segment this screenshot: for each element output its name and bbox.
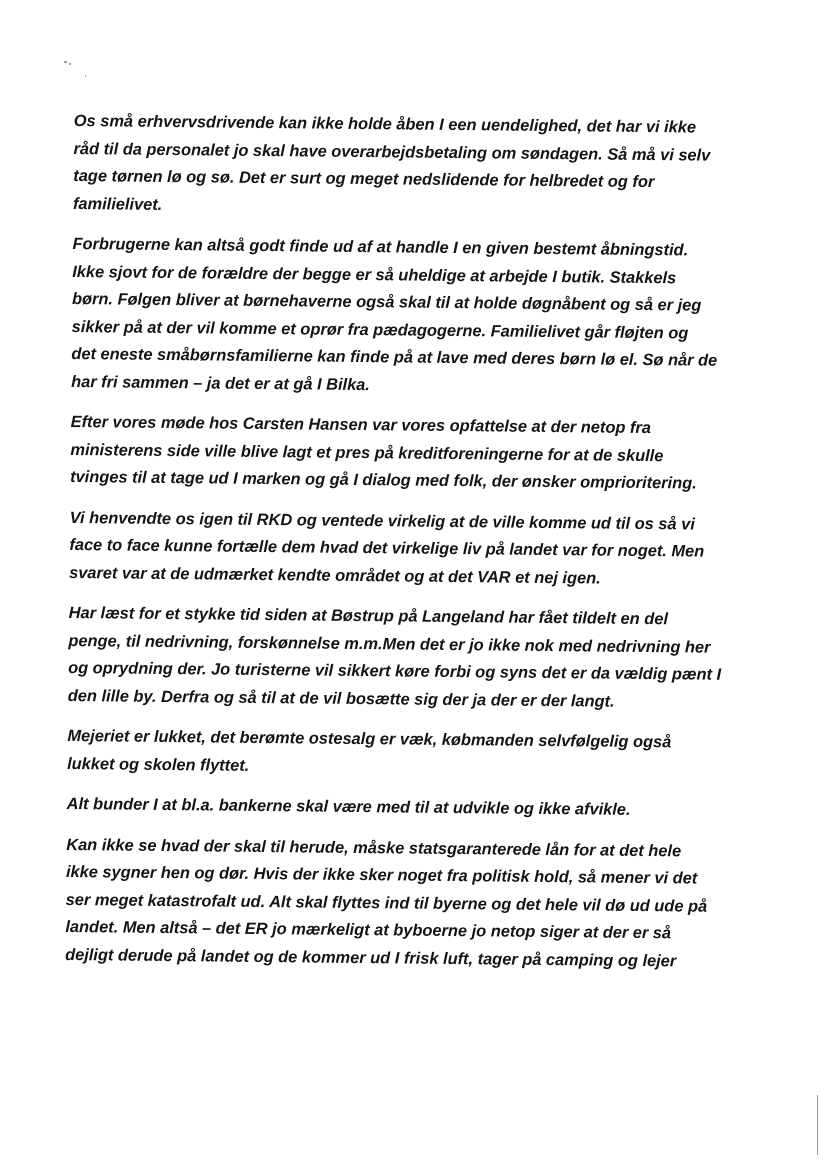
paragraph (68, 600, 759, 717)
text-line: den lille by. Derfra og så til at de vil bosætte sig der ja der er der langt. (67, 686, 615, 711)
text-line: ser meget katastrofalt ud. Alt skal flyttes ind til byerne og det hele vil dø ud ude på (65, 890, 708, 916)
text-line: Alt bunder I at bl.a. bankerne skal være med til at udvikle og ikke afvikle. (66, 794, 631, 819)
text-line: familielivet. (72, 194, 163, 214)
scan-edge-mark (817, 1095, 818, 1155)
scan-speck (69, 63, 71, 65)
text-line: børn. Følgen bliver at børnehaverne også skal til at holde døgnåbent og så er jeg (71, 289, 702, 315)
text-line: Forbrugerne kan altså godt finde ud af at handle I en given bestemt åbningstid. (72, 234, 689, 260)
paragraph (65, 831, 756, 976)
text-line: landet. Men altså – det ER jo mærkeligt at byboerne jo netop siger at der er så (65, 917, 672, 943)
letter-body (65, 108, 764, 989)
text-line: Efter vores møde hos Carsten Hansen var vores opfattelse at der netop fra (70, 412, 652, 438)
text-line: Har læst for et stykke tid siden at Bøstrup på Langeland har fået tildelt en del (68, 603, 669, 629)
text-line: tvinges til at tage ud I marken og gå I dialog med folk, der ønsker omprioritering. (70, 467, 697, 493)
text-line: svaret var at de udmærket kendte området og at det VAR et nej igen. (69, 563, 601, 588)
paragraph (71, 231, 763, 403)
text-line: Vi henvendte os igen til RKD og ventede virkelig at de ville komme ud til os så vi (69, 508, 695, 534)
scan-speck (64, 61, 67, 63)
paragraph (73, 108, 764, 225)
text-line: lukket og skolen flyttet. (67, 754, 250, 775)
paragraph (70, 409, 761, 499)
scan-speck (85, 75, 86, 77)
text-line: det eneste småbørnsfamilierne kan finde på at lave med deres børn lø el. Sø når de (71, 344, 718, 370)
text-line: tage tørnen lø og sø. Det er surt og meget nedslidende for helbredet og for (73, 166, 655, 192)
paragraph (67, 791, 757, 826)
text-line: Kan ikke se hvad der skal til herude, måske statsgaranterede lån for at det hele (66, 835, 682, 860)
text-line: og oprydning der. Jo turisterne vil sikkert køre forbi og syns det er da vældig pænt I (68, 658, 722, 684)
text-line: ministerens side ville blive lagt et pres på kreditforeningerne for at de skulle (70, 440, 664, 465)
paragraph (67, 723, 758, 785)
text-line: har fri sammen – ja det er at gå I Bilka. (71, 372, 371, 394)
text-line: penge, til nedrivning, forskønnelse m.m.Men det er jo ikke nok med nedrivning her (68, 631, 711, 657)
text-line: sikker på at der vil komme et oprør fra pædagogerne. Familielivet går fløjten og (71, 317, 689, 342)
text-line: råd til da personalet jo skal have overarbejdsbetaling om søndagen. Så må vi selv (73, 139, 711, 165)
text-line: face to face kunne fortælle dem hvad det virkelige liv på landet var for noget. Men (69, 535, 705, 561)
text-line: Mejeriet er lukket, det berømte ostesalg er væk, købmanden selvfølgelig også (67, 726, 672, 752)
text-line: ikke sygner hen og dør. Hvis der ikke sker noget fra politisk hold, så mener vi det (65, 862, 698, 888)
text-line: Os små erhvervsdrivende kan ikke holde åben I een uendelighed, det har vi ikke (73, 111, 697, 137)
text-line: dejligt derude på landet og de kommer ud I frisk luft, tager på camping og lejer (65, 945, 677, 970)
text-line: Ikke sjovt for de forældre der begge er så uheldige at arbejde I butik. Stakkels (72, 262, 677, 287)
paragraph (69, 504, 760, 594)
